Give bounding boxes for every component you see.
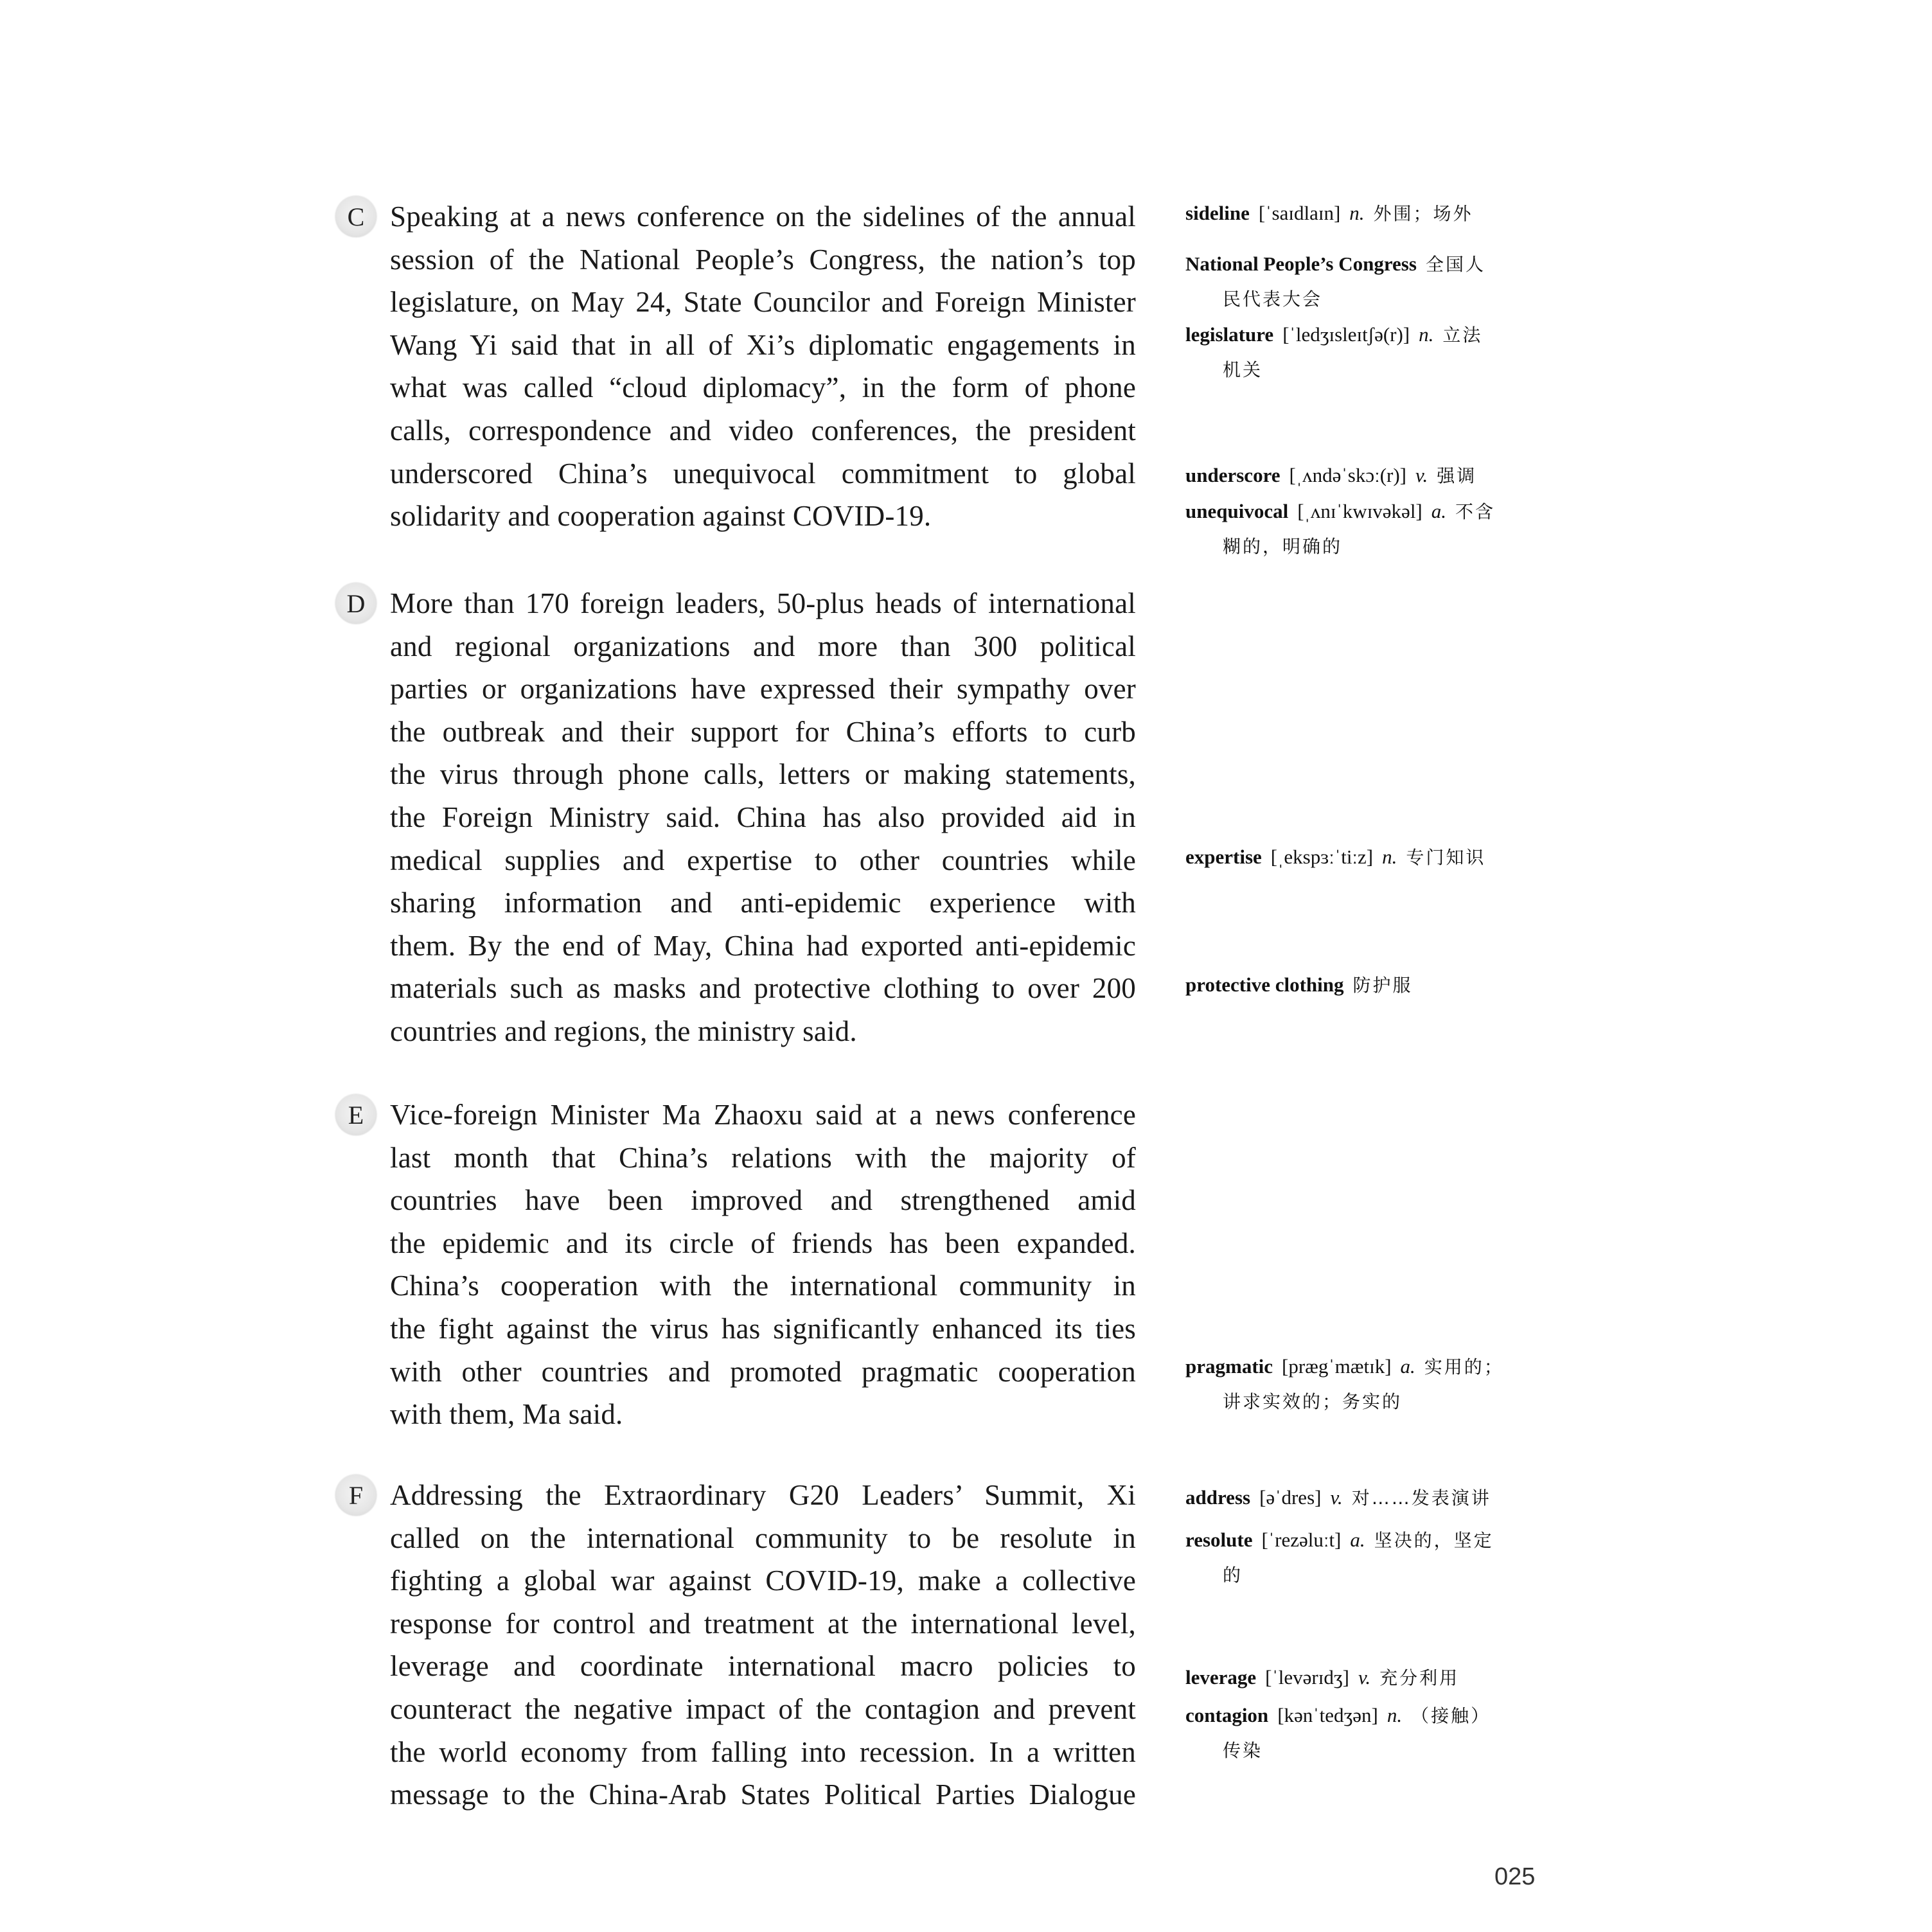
paragraph-d	[390, 582, 1136, 1053]
glossary-phonetic: [əˈdres]	[1259, 1486, 1322, 1509]
glossary-meaning: 外围；场外	[1373, 203, 1473, 224]
glossary-meaning: 坚决的，坚定	[1374, 1530, 1494, 1551]
paragraph-line: China’s cooperation with the international community in	[390, 1270, 1136, 1302]
glossary-meaning-continued: 讲求实效的；务实的	[1223, 1391, 1403, 1412]
paragraph-e	[390, 1094, 1136, 1436]
glossary-part-of-speech: n.	[1349, 202, 1365, 224]
paragraph-line: More than 170 foreign leaders, 50-plus heads of international	[390, 587, 1136, 619]
paragraph-line: called on the international community to be resolute in	[390, 1521, 1136, 1554]
paragraph-line: and regional organizations and more than 300 political	[390, 630, 1136, 662]
glossary-meaning: 专门知识	[1406, 847, 1486, 868]
glossary-phonetic: [ˈsaɪdlaɪn]	[1258, 202, 1341, 224]
paragraph-line: message to the China-Arab States Political Parties Dialogue	[390, 1778, 1136, 1811]
glossary-entry	[1185, 840, 1485, 875]
paragraph-line: sharing information and anti-epidemic experience with	[390, 887, 1136, 919]
paragraph-c	[390, 195, 1136, 538]
glossary-phonetic: [ˌʌndəˈskɔː(r)]	[1289, 464, 1406, 486]
glossary-part-of-speech: n.	[1382, 846, 1397, 868]
glossary-word: contagion	[1185, 1704, 1269, 1726]
paragraph-line: with other countries and promoted pragmatic cooperation	[390, 1355, 1136, 1388]
paragraph-line: calls, correspondence and video conferences, the president	[390, 414, 1136, 447]
glossary-meaning: 对……发表演讲	[1351, 1487, 1491, 1509]
paragraph-line: the virus through phone calls, letters or making statements,	[390, 758, 1136, 791]
glossary-meaning: 不含	[1455, 501, 1496, 522]
paragraph-marker-e: E	[335, 1094, 377, 1135]
glossary-part-of-speech: a.	[1431, 500, 1447, 522]
paragraph-line: legislature, on May 24, State Councilor and Foreign Minister	[390, 286, 1136, 319]
glossary-part-of-speech: v.	[1415, 464, 1428, 486]
paragraph-line: countries and regions, the ministry said.	[390, 1015, 857, 1047]
glossary-word: pragmatic	[1185, 1355, 1273, 1378]
glossary-entry	[1185, 247, 1485, 317]
glossary-word: unequivocal	[1185, 500, 1289, 522]
paragraph-line: fighting a global war against COVID-19, make a collective	[390, 1564, 1136, 1597]
paragraph-line: medical supplies and expertise to other countries while	[390, 844, 1136, 876]
paragraph-marker-c: C	[335, 196, 377, 237]
paragraph-line: the world economy from falling into recession. In a written	[390, 1735, 1136, 1768]
glossary-part-of-speech: a.	[1350, 1529, 1365, 1551]
glossary-part-of-speech: v.	[1330, 1486, 1343, 1509]
glossary-entry	[1185, 196, 1473, 231]
glossary-entry	[1185, 1349, 1504, 1419]
glossary-word: leverage	[1185, 1666, 1257, 1688]
glossary-word: sideline	[1185, 202, 1250, 224]
paragraph-line: response for control and treatment at the international level,	[390, 1607, 1136, 1640]
glossary-word: National People’s Congress	[1185, 253, 1417, 275]
paragraph-line: Vice-foreign Minister Ma Zhaoxu said at a news conference	[390, 1099, 1136, 1131]
glossary-word: resolute	[1185, 1529, 1253, 1551]
glossary-phonetic: [ˌʌnɪˈkwɪvəkəl]	[1297, 500, 1422, 522]
paragraph-line: underscored China’s unequivocal commitment to global	[390, 457, 1136, 490]
paragraph-line: the epidemic and its circle of friends has been expanded.	[390, 1227, 1136, 1259]
paragraph-line: Speaking at a news conference on the sidelines of the annual	[390, 200, 1136, 233]
glossary-meaning: 全国人	[1425, 254, 1485, 275]
glossary-word: address	[1185, 1486, 1251, 1509]
glossary-entry	[1185, 1698, 1491, 1768]
page-number: 025	[1494, 1863, 1536, 1890]
glossary-meaning-continued: 民代表大会	[1223, 288, 1323, 310]
glossary-phonetic: [ˈledʒɪsleɪtʃə(r)]	[1282, 323, 1410, 346]
glossary-meaning-continued: 的	[1223, 1564, 1243, 1586]
glossary-entry	[1185, 494, 1495, 564]
glossary-word: protective clothing	[1185, 973, 1344, 996]
paragraph-line: them. By the end of May, China had exported anti-epidemic	[390, 929, 1136, 962]
glossary-word: legislature	[1185, 323, 1274, 346]
glossary-entry	[1185, 1660, 1459, 1696]
glossary-part-of-speech: n.	[1419, 323, 1434, 346]
glossary-meaning: 立法	[1442, 324, 1483, 346]
glossary-entry	[1185, 317, 1482, 387]
glossary-meaning-continued: 传染	[1223, 1740, 1263, 1761]
paragraph-f	[390, 1474, 1136, 1816]
paragraph-line: materials such as masks and protective clothing to over 200	[390, 972, 1136, 1005]
glossary-phonetic: [kənˈtedʒən]	[1277, 1704, 1378, 1726]
paragraph-line: last month that China’s relations with the majority of	[390, 1141, 1136, 1174]
paragraph-line: the Foreign Ministry said. China has also provided aid in	[390, 801, 1136, 833]
paragraph-line: Wang Yi said that in all of Xi’s diplomatic engagements in	[390, 328, 1136, 361]
glossary-phonetic: [prægˈmætɪk]	[1282, 1355, 1392, 1378]
glossary-meaning-continued: 糊的，明确的	[1223, 536, 1343, 557]
glossary-part-of-speech: v.	[1358, 1666, 1371, 1688]
paragraph-line: the fight against the virus has significantly enhanced its ties	[390, 1312, 1136, 1345]
paragraph-line: session of the National People’s Congress, the nation’s top	[390, 243, 1136, 276]
glossary-entry	[1185, 1480, 1491, 1516]
paragraph-marker-d: D	[335, 583, 377, 624]
glossary-meaning: 强调	[1437, 465, 1477, 486]
paragraph-line: what was called “cloud diplomacy”, in the form of phone	[390, 371, 1136, 404]
glossary-meaning: 实用的；	[1424, 1356, 1504, 1378]
paragraph-line: Addressing the Extraordinary G20 Leaders’ Summit, Xi	[390, 1479, 1136, 1511]
glossary-part-of-speech: a.	[1400, 1355, 1415, 1378]
glossary-meaning: 充分利用	[1379, 1667, 1460, 1688]
glossary-word: underscore	[1185, 464, 1281, 486]
glossary-entry	[1185, 1523, 1494, 1593]
glossary-word: expertise	[1185, 846, 1262, 868]
glossary-part-of-speech: n.	[1387, 1704, 1403, 1726]
glossary-entry	[1185, 458, 1476, 493]
glossary-phonetic: [ˈlevərɪdʒ]	[1265, 1666, 1349, 1688]
paragraph-line: solidarity and cooperation against COVID-19.	[390, 500, 932, 533]
paragraph-line: with them, Ma said.	[390, 1398, 623, 1431]
glossary-meaning: 防护服	[1352, 975, 1413, 996]
paragraph-marker-f: F	[335, 1475, 377, 1516]
glossary-meaning: （接触）	[1411, 1705, 1491, 1726]
glossary-meaning-continued: 机关	[1223, 359, 1263, 380]
paragraph-line: the outbreak and their support for China’s efforts to curb	[390, 715, 1136, 748]
paragraph-line: countries have been improved and strengthened amid	[390, 1184, 1136, 1217]
glossary-phonetic: [ˈrezəluːt]	[1261, 1529, 1342, 1551]
glossary-phonetic: [ˌekspɜːˈtiːz]	[1270, 846, 1374, 868]
glossary-entry	[1185, 968, 1413, 1003]
paragraph-line: counteract the negative impact of the contagion and prevent	[390, 1692, 1136, 1725]
paragraph-line: leverage and coordinate international macro policies to	[390, 1650, 1136, 1683]
paragraph-line: parties or organizations have expressed their sympathy over	[390, 673, 1136, 705]
